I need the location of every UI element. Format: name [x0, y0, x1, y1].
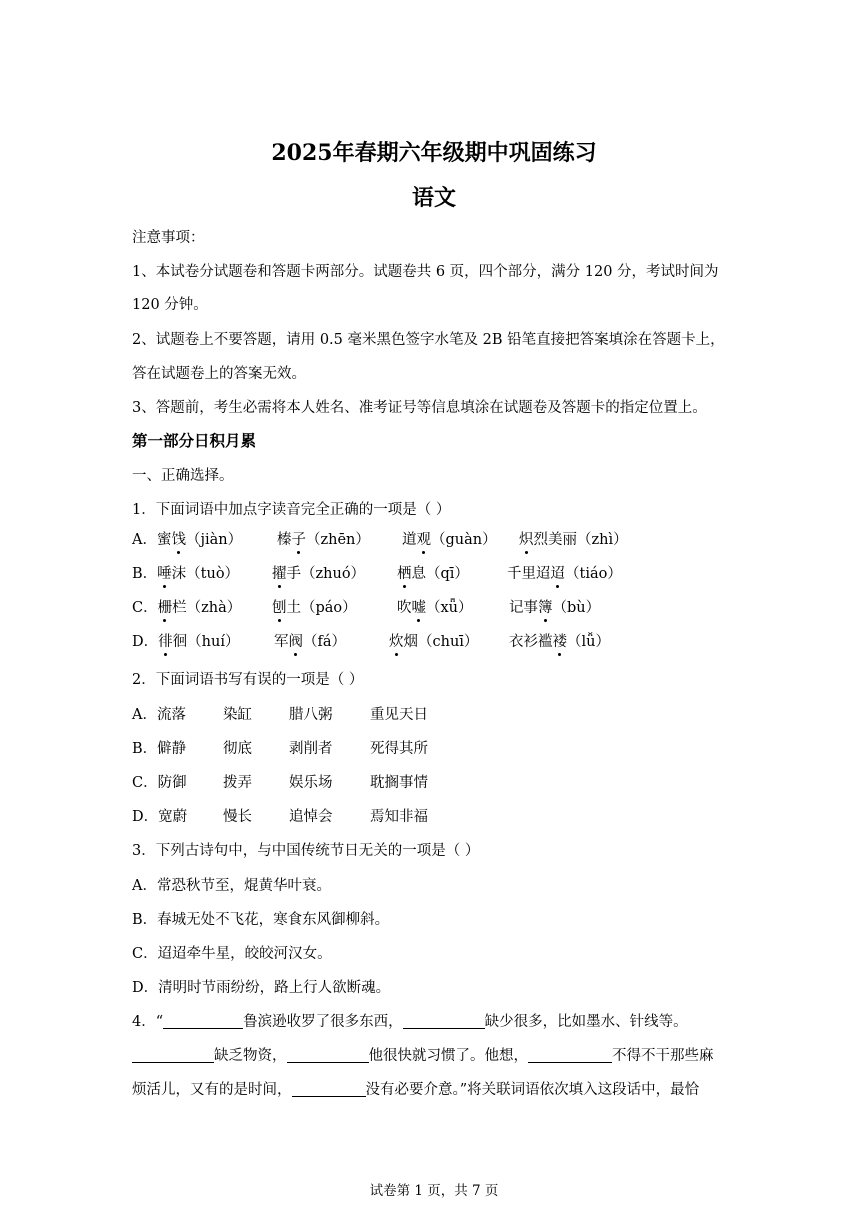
notice-item-2-cont: 答在试题卷上的答案无效。 — [132, 366, 306, 382]
q1-option-d: D．徘徊（huí） — [132, 634, 240, 650]
q3-option-d: D．清明时节雨纷纷，路上行人欲断魂。 — [132, 980, 391, 996]
q3-option-c: C．迢迢牵牛星，皎皎河汉女。 — [132, 946, 332, 962]
q1-stem: 1．下面词语中加点字读音完全正确的一项是（ ） — [132, 502, 451, 518]
notice-item-3: 3、答题前，考生必需将本人姓名、准考证号等信息填涂在试题卷及答题卡的指定位置上。 — [132, 400, 707, 416]
q2-option-d-word-4: 焉知非福 — [370, 809, 428, 825]
q2-option-d-word-3: 追悼会 — [289, 809, 333, 825]
notice-item-2: 2、试题卷上不要答题，请用 0.5 毫米黑色签字水笔及 2B 铅笔直接把答案填涂在答题卡上， — [132, 332, 725, 348]
option-label: A． — [132, 532, 157, 548]
q2-option-c: C．防御 — [132, 775, 187, 791]
exam-title: 2025年春期六年级期中巩固练习 — [271, 140, 597, 166]
q1-option-c-word-4: 记事簿（bù） — [509, 600, 601, 616]
answer-blank — [287, 1046, 369, 1063]
answer-blank — [292, 1080, 366, 1097]
q1-option-c: C．栅栏（zhà） — [132, 600, 242, 616]
dotted-char: 嘘 — [411, 600, 426, 616]
dotted-char: 阀 — [288, 634, 303, 650]
answer-blank — [528, 1046, 612, 1063]
q2-option-c-word-2: 拨弄 — [223, 775, 252, 791]
answer-blank — [132, 1046, 214, 1063]
dotted-char: 炽 — [519, 532, 534, 548]
q2-option-d: D．宽蔚 — [132, 809, 188, 825]
q2-option-a: A．流落 — [132, 707, 186, 723]
q1-option-a-word-2: 榛子（zhēn） — [277, 532, 370, 548]
q2-option-d-word-2: 慢长 — [223, 809, 252, 825]
notice-item-1-cont: 120 分钟。 — [132, 297, 208, 313]
q2-option-a-word-4: 重见天日 — [370, 707, 428, 723]
option-label: B． — [132, 566, 158, 582]
q4-line-1: 4．“ 鲁滨逊收罗了很多东西， 缺少很多，比如墨水、针线等。 — [132, 1014, 688, 1030]
dotted-char: 子 — [291, 532, 306, 548]
dotted-char: 刨 — [272, 600, 287, 616]
q1-option-d-word-3: 炊烟（chuī） — [389, 634, 479, 650]
q2-option-c-word-4: 耽搁事情 — [370, 775, 428, 791]
answer-blank — [163, 1012, 243, 1029]
q1-option-c-word-2: 刨土（páo） — [272, 600, 357, 616]
q2-option-b-word-3: 剥削者 — [289, 741, 333, 757]
q1-option-b-word-3: 栖息（qī） — [397, 566, 469, 582]
q3-stem: 3．下列古诗句中，与中国传统节日无关的一项是（ ） — [132, 843, 480, 859]
notice-heading: 注意事项： — [132, 230, 205, 246]
q2-option-c-word-3: 娱乐场 — [289, 775, 333, 791]
page-footer: 试卷第 1 页，共 7 页 — [369, 1183, 499, 1199]
dotted-char: 徘 — [158, 634, 173, 650]
part1-heading: 第一部分日积月累 — [132, 431, 257, 450]
q2-option-b-word-4: 死得其所 — [370, 741, 428, 757]
q4-line-2: 缺乏物资， 他很快就习惯了。他想， 不得不干那些麻 — [132, 1046, 714, 1066]
q1-option-a-word-3: 道观（guàn） — [402, 532, 497, 548]
dotted-char: 擢 — [272, 566, 287, 582]
section-heading: 一、正确选择。 — [132, 468, 234, 484]
dotted-char: 观 — [416, 532, 431, 548]
q3-option-b: B．春城无处不飞花，寒食东风御柳斜。 — [132, 912, 390, 928]
q2-stem: 2．下面词语书写有误的一项是（ ） — [132, 672, 364, 688]
option-label: D． — [132, 634, 159, 650]
q2-option-b-word-2: 彻底 — [223, 741, 252, 757]
dotted-char: 簿 — [538, 600, 553, 616]
q2-option-b: B．僻静 — [132, 741, 187, 757]
dotted-char: 唾 — [157, 566, 172, 582]
dotted-char: 炊 — [389, 634, 404, 650]
dotted-char: 饯 — [171, 532, 186, 548]
q1-option-b-word-4: 千里迢迢（tiáo） — [507, 566, 622, 582]
subject-title: 语文 — [411, 185, 456, 211]
option-label: C． — [132, 600, 158, 616]
q2-option-a-word-2: 染缸 — [223, 707, 252, 723]
dotted-char: 栅 — [157, 600, 173, 616]
dotted-char: 褛 — [552, 634, 567, 650]
answer-blank — [403, 1012, 485, 1029]
q1-option-d-word-4: 衣衫褴褛（lǚ） — [509, 634, 610, 650]
q1-option-a: A．蜜饯（jiàn） — [132, 532, 243, 548]
q1-option-d-word-2: 军阀（fá） — [274, 634, 347, 650]
q4-line-3: 烦活儿，又有的是时间， 没有必要介意。”将关联词语依次填入这段话中，最恰 — [132, 1082, 700, 1098]
notice-item-1: 1、本试卷分试题卷和答题卡两部分。试题卷共 6 页，四个部分，满分 120 分，考试时间为 — [132, 264, 719, 280]
dotted-char: 迢 — [550, 566, 565, 582]
q1-option-c-word-3: 吹嘘（xǖ） — [397, 600, 473, 616]
q1-option-b: B．唾沫（tuò） — [132, 566, 240, 582]
q1-option-a-word-4: 炽烈美丽（zhì） — [519, 532, 628, 548]
q1-option-b-word-2: 擢手（zhuó） — [272, 566, 366, 582]
q3-option-a: A．常恐秋节至，焜黄华叶衰。 — [132, 878, 331, 894]
q2-option-a-word-3: 腊八粥 — [289, 707, 333, 723]
dotted-char: 栖 — [397, 566, 412, 582]
